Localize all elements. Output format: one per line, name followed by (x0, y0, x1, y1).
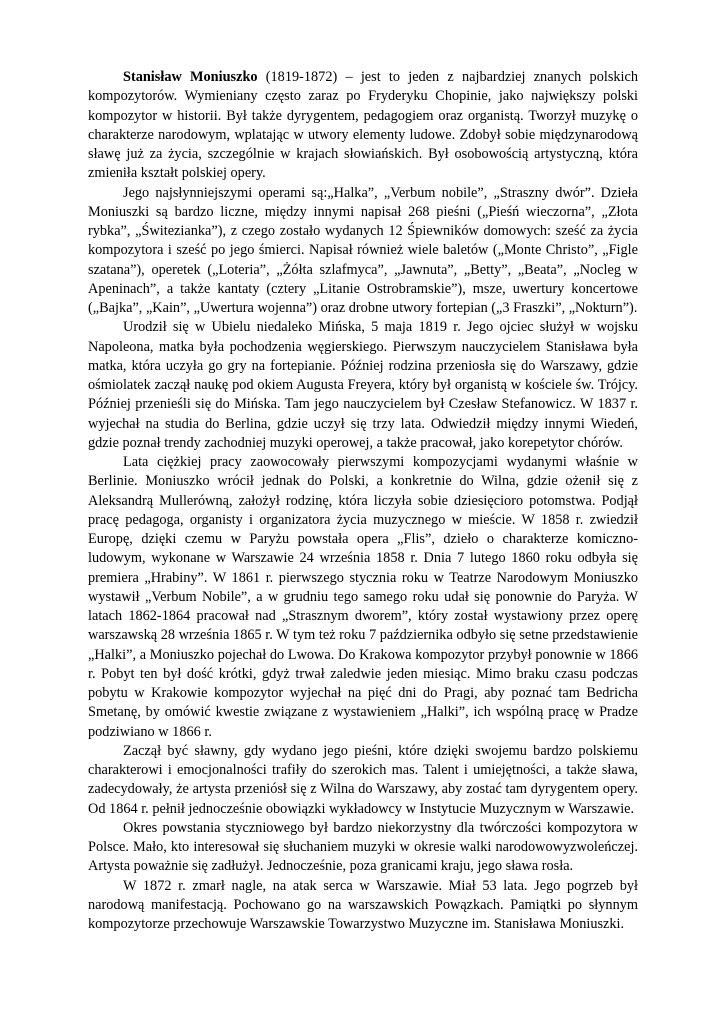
paragraph-intro (88, 68, 638, 184)
paragraph-fame: Zaczął być sławny, gdy wydano jego pieśni, które dzięki swojemu bardzo polskiemu charakterowi i emocjonalności trafiły do szerokich mas. Talent i umiejętności, a także sława, zadecydowały, że artysta przeniósł się z Wilna do Warszawy, aby zostać tam dyrygentem opery. Od 1864 r. pełnił jednocześnie obowiązki wykładowcy w Instytucie Muzycznym w Warszawie. (88, 742, 638, 817)
paragraph-uprising: Okres powstania styczniowego był bardzo niekorzystny dla twórczości kompozytora w Polsce. Mało, kto interesował się słuchaniem muzyki w okresie walki narodowowyzwoleńczej. Artysta poważnie się zadłużył. Jednocześnie, poza granicami kraju, jego sława rosła. (88, 819, 638, 875)
paragraph-career: Lata ciężkiej pracy zaowocowały pierwszymi kompozycjami wydanymi właśnie w Berlinie. Moniuszko wrócił jednak do Polski, a konkretnie do Wilna, gdzie ożenił się z Aleksandrą Mullerówną, założył rodzinę, która liczyła sobie dziesięcioro potomstwa. Podjął pracę pedagoga, organisty i organizatora życia muzycznego w mieście. W 1858 r. zwiedził Europę, dzięki czemu w Paryżu powstała opera „Flis”, dzieło o charakterze komiczno-ludowym, wykonane w Warszawie 24 września 1858 r. Dnia 7 lutego 1860 roku odbyła się premiera „Hrabiny”. W 1861 r. pierwszego stycznia roku w Teatrze Narodowym Moniuszko wystawił „Verbum Nobile”, a w grudniu tego samego roku udał się ponownie do Paryża. W latach 1862-1864 pracował nad „Strasznym dworem”, który został wystawiony przez operę warszawską 28 września 1865 r. W tym też roku 7 października odbyło się setne przedstawienie „Halki”, a Moniuszko pojechał do Lwowa. Do Krakowa kompozytor przybył ponownie w 1866 r. Pobyt ten był dość krótki, gdyż trwał zaledwie jeden miesiąc. Mimo braku czasu podczas pobytu w Krakowie kompozytor wyjechał na pięć dni do Pragi, aby poznać tam Bedricha Smetanę, by omówić kwestie związane z wystawieniem „Halki”, ich wspólną pracę w Pradze podziwiano w 1866 r. (88, 454, 638, 740)
paragraph-childhood: Urodził się w Ubielu niedaleko Mińska, 5 maja 1819 r. Jego ojciec służył w wojsku Napoleona, matka była pochodzenia węgierskiego. Pierwszym nauczycielem Stanisława była matka, która uczyła go gry na fortepianie. Później rodzina przeniosła się do Warszawy, gdzie ośmiolatek zaczął naukę pod okiem Augusta Freyera, który był organistą w kościele św. Trójcy. Później przenieśli się do Mińska. Tam jego nauczycielem był Czesław Stefanowicz. W 1837 r. wyjechał na studia do Berlina, gdzie uczył się trzy lata. Odwiedził między innymi Wiedeń, gdzie poznał trendy zachodniej muzyki operowej, a także pracował, jako korepetytor chórów. (88, 319, 638, 451)
paragraph-death: W 1872 r. zmarł nagle, na atak serca w Warszawie. Miał 53 lata. Jego pogrzeb był narodową manifestacją. Pochowano go na warszawskich Powązkach. Pamiątki po słynnym kompozytorze przechowuje Warszawskie Towarzystwo Muzyczne im. Stanisława Moniuszki. (88, 877, 638, 932)
author-name: Stanisław Moniuszko (123, 69, 258, 85)
paragraph-text: (1819-1872) – jest to jeden z najbardziej znanych polskich kompozytorów. Wymieniany często zaraz po Fryderyku Chopinie, jako największy polski kompozytor w historii. Był także dyrygentem, pedagogiem oraz organistą. Tworzył muzykę o charakterze narodowym, wplatając w utwory elementy ludowe. Zdobył sobie międzynarodową sławę już za życia, szczególnie w krajach słowiańskich. Był osobowością artystyczną, która zmieniła kształt polskiej opery. (88, 69, 638, 182)
document-body (88, 68, 638, 934)
paragraph-operas: Jego najsłynniejszymi operami są:„Halka”, „Verbum nobile”, „Straszny dwór”. Dzieła Moniuszki są bardzo liczne, między innymi napisał 268 pieśni („Pieśń wieczorna”, „Złota rybka”, „Świtezianka”), z czego zostało wydanych 12 Śpiewników domowych: sześć za życia kompozytora i sześć po jego śmierci. Napisał również wiele baletów („Monte Christo”, „Figle szatana”), operetek („Loteria”, „Żółta szlafmyca”, „Jawnuta”, „Betty”, „Beata”, „Nocleg w Apeninach”, a także kantaty (cztery „Litanie Ostrobramskie”), msze, uwertury koncertowe („Bajka”, „Kain”, „Uwertura wojenna”) oraz drobne utwory fortepian („3 Fraszki”, „Nokturn”). (88, 184, 638, 316)
